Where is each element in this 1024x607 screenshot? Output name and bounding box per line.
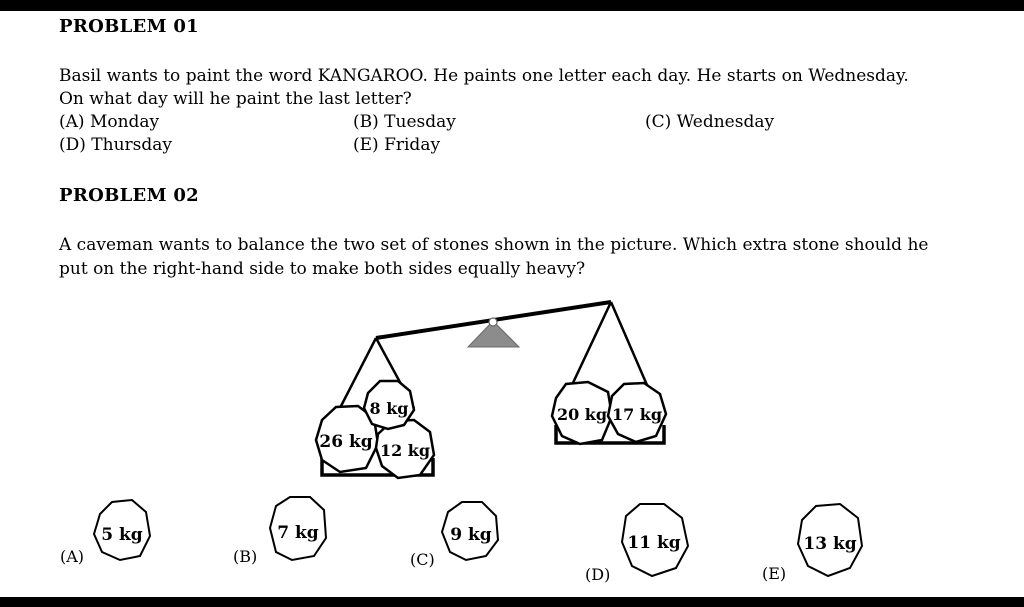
- answer-stone-a-label: 5 kg: [101, 525, 143, 545]
- answer-stone-b: [270, 497, 326, 560]
- stone-12kg-label: 12 kg: [379, 441, 431, 460]
- answer-stone-a: [94, 500, 150, 560]
- stone-17kg: [608, 383, 666, 442]
- stone-20kg-label: 20 kg: [556, 405, 608, 424]
- problem-1-option-e: (E) Friday: [353, 135, 441, 155]
- pivot-icon: [489, 318, 497, 326]
- problem-1-option-b: (B) Tuesday: [353, 112, 456, 132]
- answer-stone-d: [622, 504, 688, 576]
- stone-20kg: [552, 382, 612, 444]
- stone-8kg: [364, 381, 414, 429]
- answer-stone-c: [442, 502, 498, 560]
- problem-2-heading: PROBLEM 02: [59, 185, 200, 206]
- problem-1-text-line-2: On what day will he paint the last letter?: [59, 89, 412, 109]
- answer-stone-d-label: 11 kg: [627, 533, 681, 553]
- problem-2-text-line-1: A caveman wants to balance the two set of stones shown in the picture. Which extra stone should he: [59, 235, 929, 255]
- stone-26kg-label: 26 kg: [319, 432, 373, 452]
- problem-1-text-line-1: Basil wants to paint the word KANGAROO. He paints one letter each day. He starts on Wednesday.: [59, 66, 909, 86]
- bottom-border: [0, 597, 1024, 607]
- problem-1-option-d: (D) Thursday: [59, 135, 173, 155]
- answer-stone-c-label: 9 kg: [450, 525, 492, 545]
- right-string-2: [611, 302, 647, 385]
- right-string-1: [572, 302, 611, 385]
- answer-letter-b: (B): [233, 547, 258, 566]
- problem-1-option-a: (A) Monday: [59, 112, 160, 132]
- answer-stone-b-label: 7 kg: [277, 523, 319, 543]
- problem-1-option-c: (C) Wednesday: [645, 112, 775, 132]
- stone-17kg-label: 17 kg: [611, 405, 663, 424]
- answer-letter-a: (A): [60, 547, 85, 566]
- stone-8kg-label: 8 kg: [369, 399, 409, 418]
- answer-letter-e: (E): [762, 564, 787, 583]
- answer-letter-d: (D): [585, 565, 611, 584]
- answer-stone-e-label: 13 kg: [803, 534, 857, 554]
- answer-stone-e: [798, 504, 862, 576]
- problem-2-text-line-2: put on the right-hand side to make both sides equally heavy?: [59, 259, 586, 279]
- problem-1-heading: PROBLEM 01: [59, 16, 200, 37]
- answer-letter-c: (C): [410, 550, 435, 569]
